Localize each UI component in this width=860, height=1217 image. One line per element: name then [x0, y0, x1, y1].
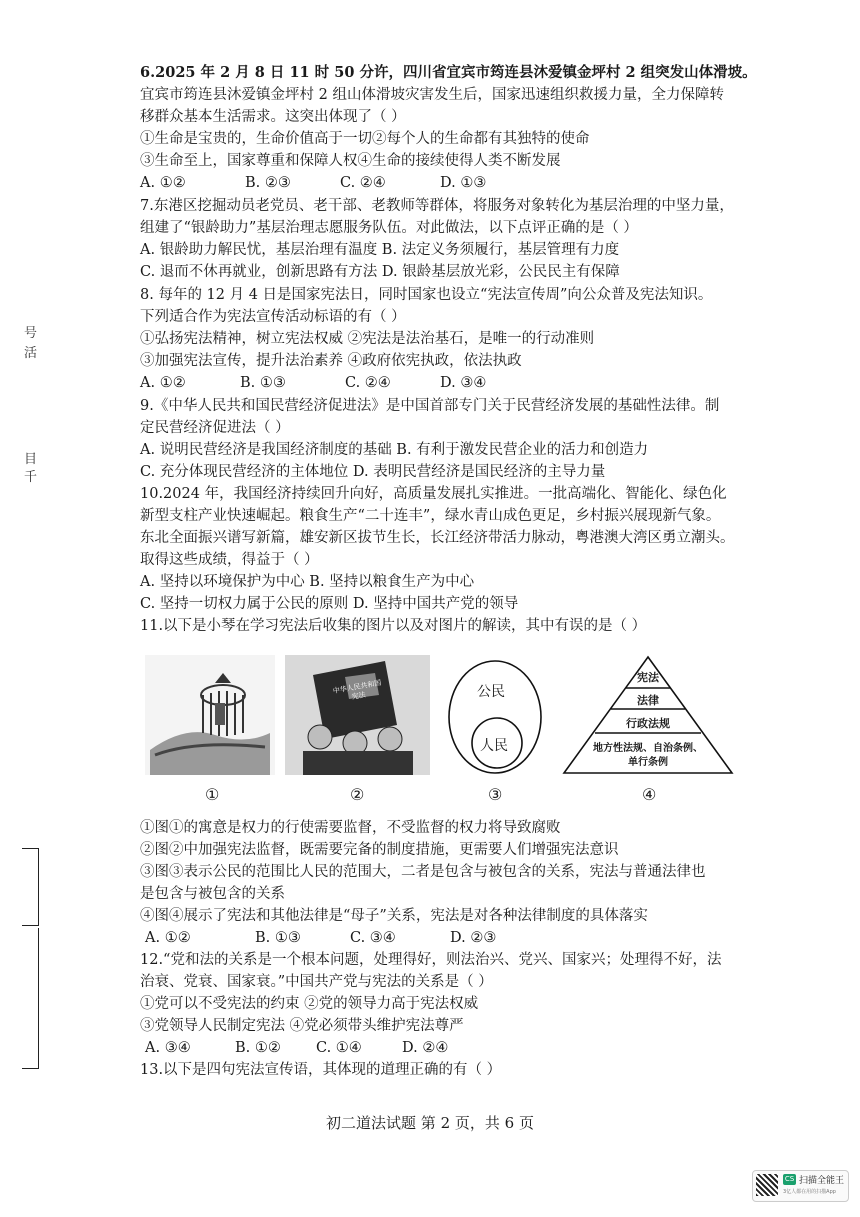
question-9-option-row: A. 说明民营经济是我国经济制度的基础 B. 有利于激发民营企业的活力和创造力: [140, 442, 649, 458]
question-11-statement: ②图②中加强宪法监督，既需要完备的制度措施，更需要人们增强宪法意识: [140, 842, 619, 858]
circle-diagram: [447, 655, 547, 775]
margin-mark: 目: [24, 452, 38, 467]
question-10-option-row: C. 坚持一切权力属于公民的原则 D. 坚持中国共产党的领导: [140, 596, 519, 612]
margin-mark: 号: [24, 326, 38, 341]
binding-bracket: [22, 928, 39, 1069]
question-6-line: 宜宾市筠连县沐爱镇金坪村 2 组山体滑坡灾害发生后，国家迅速组织救援力量，全力保障转: [140, 87, 724, 103]
option-c: C. ③④: [350, 930, 396, 946]
pyramid-level-3: 行政法规: [626, 717, 670, 730]
outer-circle-label: 公民: [477, 684, 505, 700]
question-12-line: 治衰、党衰、国家衰。”中国共产党与宪法的关系是（ ）: [140, 974, 493, 990]
qr-code-icon: [756, 1174, 778, 1196]
question-11-statement: ①图①的寓意是权力的行使需要监督，不受监督的权力将导致腐败: [140, 820, 561, 836]
option-d: D. ③④: [440, 375, 487, 391]
question-11-statement: 是包含与被包含的关系: [140, 886, 285, 902]
figure-1-power-cage: [145, 655, 275, 775]
question-7-line: 7.东港区挖掘动员老党员、老干部、老教师等群体，将服务对象转化为基层治理的中坚力量，: [140, 198, 734, 214]
pyramid-level-4b: 单行条例: [628, 757, 668, 768]
question-12-line: 12.“党和法的关系是一个根本问题，处理得好，则法治兴、党兴、国家兴；处理得不好，法: [140, 952, 722, 968]
question-8-line: 下列适合作为宪法宣传活动标语的有（ ）: [140, 309, 406, 325]
margin-mark: 活: [24, 346, 38, 361]
scanner-subtitle: 3亿人都在用的扫描App: [783, 1189, 836, 1195]
question-10-line: 东北全面振兴谱写新篇，雄安新区拔节生长，长江经济带活力脉动，粤港澳大湾区勇立潮头。: [140, 530, 735, 546]
option-d: D. ①③: [440, 175, 487, 191]
option-a: A. ③④: [145, 1040, 191, 1056]
question-13-stem: 13.以下是四句宪法宣传语，其体现的道理正确的有（ ）: [140, 1062, 502, 1078]
option-b: B. ②③: [245, 175, 291, 191]
scanner-logo: CS: [784, 1175, 795, 1183]
option-d: D. ②④: [402, 1040, 449, 1056]
option-a: A. ①②: [140, 175, 186, 191]
question-7-line: 组建了“银龄助力”基层治理志愿服务队伍。对此做法，以下点评正确的是（ ）: [140, 220, 638, 236]
binding-bracket: [22, 848, 39, 926]
option-c: C. ②④: [345, 375, 391, 391]
question-11-statement: ④图④展示了宪法和其他法律是“母子”关系，宪法是对各种法律制度的具体落实: [140, 908, 648, 924]
question-11-statement: ③图③表示公民的范围比人民的范围大，二者是包含与被包含的关系，宪法与普通法律也: [140, 864, 706, 880]
figure-2-constitution: [285, 655, 430, 775]
option-c: C. ②④: [340, 175, 386, 191]
question-10-line: 新型支柱产业快速崛起。粮食生产“二十连丰”，绿水青山成色更足，乡村振兴展现新气象。: [140, 508, 721, 524]
question-12-statement: ①党可以不受宪法的约束 ②党的领导力高于宪法权威: [140, 996, 479, 1012]
question-8-statement: ③加强宪法宣传，提升法治素养 ④政府依宪执政，依法执政: [140, 353, 522, 369]
option-b: B. ①③: [240, 375, 286, 391]
option-a: A. ①②: [145, 930, 191, 946]
figure-label: ①: [205, 785, 220, 804]
question-10-line: 10.2024 年，我国经济持续回升向好，高质量发展扎实推进。一批高端化、智能化、绿色化: [140, 486, 727, 502]
question-7-option-row: C. 退而不休再就业，创新思路有方法 D. 银龄基层放光彩，公民民主有保障: [140, 264, 620, 280]
figure-label: ②: [350, 785, 365, 804]
page-footer: 初二道法试题 第 2 页，共 6 页: [326, 1114, 534, 1132]
question-6-statement: ③生命至上，国家尊重和保障人权④生命的接续使得人类不断发展: [140, 153, 561, 169]
question-9-line: 定民营经济促进法（ ）: [140, 420, 290, 436]
pyramid-level-1: 宪法: [637, 671, 659, 684]
option-b: B. ①③: [255, 930, 301, 946]
question-10-line: 取得这些成绩，得益于（ ）: [140, 552, 319, 568]
constitution-book-title: 中华人民共和国宪法: [332, 678, 382, 702]
question-12-statement: ③党领导人民制定宪法 ④党必须带头维护宪法尊严: [140, 1018, 464, 1034]
constitution-illustration: [285, 655, 430, 775]
margin-mark: 千: [24, 470, 38, 485]
question-9-option-row: C. 充分体现民营经济的主体地位 D. 表明民营经济是国民经济的主导力量: [140, 464, 606, 480]
question-6-statement: ①生命是宝贵的，生命价值高于一切②每个人的生命都有其独特的使命: [140, 131, 590, 147]
pyramid-level-4: 地方性法规、自治条例、: [593, 743, 703, 754]
scanner-badge: [752, 1170, 849, 1202]
question-9-line: 9.《中华人民共和国民营经济促进法》是中国首部专门关于民营经济发展的基础性法律。制: [140, 398, 720, 414]
question-11-stem: 11.以下是小琴在学习宪法后收集的图片以及对图片的解读，其中有误的是（ ）: [140, 618, 647, 634]
question-6-line: 移群众基本生活需求。这突出体现了（ ）: [140, 109, 406, 125]
pyramid-level-2: 法律: [637, 694, 659, 707]
cage-illustration: [145, 655, 275, 775]
figure-label: ④: [642, 785, 657, 804]
option-d: D. ②③: [450, 930, 497, 946]
scanner-name: 扫描全能王: [799, 1176, 845, 1186]
inner-circle-label: 人民: [480, 738, 508, 754]
question-8-line: 8. 每年的 12 月 4 日是国家宪法日，同时国家也设立“宪法宣传周”向公众普及宪法知识。: [140, 287, 713, 303]
question-7-option-row: A. 银龄助力解民忧，基层治理有温度 B. 法定义务须履行，基层管理有力度: [140, 242, 620, 258]
question-10-option-row: A. 坚持以环境保护为中心 B. 坚持以粮食生产为中心: [140, 574, 475, 590]
figure-3-circles: [447, 655, 547, 775]
option-b: B. ①②: [235, 1040, 281, 1056]
question-6-line: 6.2025 年 2 月 8 日 11 时 50 分许，四川省宜宾市筠连县沐爱镇金坪村 2 组突发山体滑坡。: [140, 64, 757, 81]
option-a: A. ①②: [140, 375, 186, 391]
figure-4-pyramid: [562, 655, 734, 775]
question-8-statement: ①弘扬宪法精神，树立宪法权威 ②宪法是法治基石，是唯一的行动准则: [140, 331, 595, 347]
option-c: C. ①④: [316, 1040, 362, 1056]
figure-label: ③: [488, 785, 503, 804]
